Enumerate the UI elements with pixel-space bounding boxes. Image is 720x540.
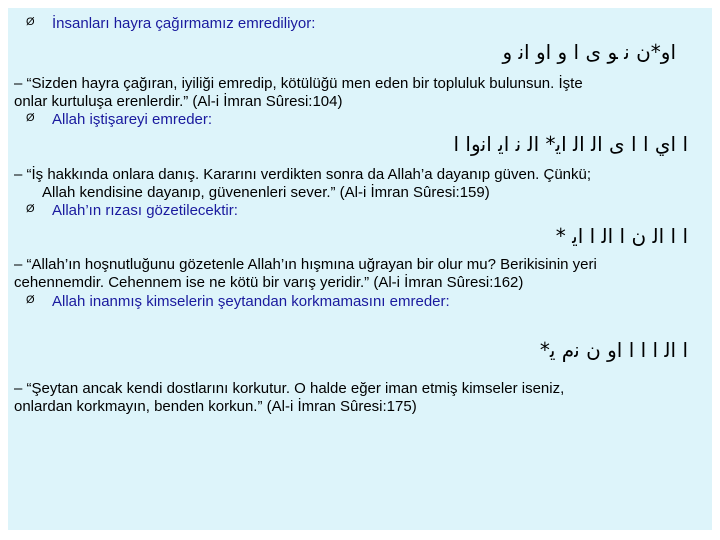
arabic-verse-4: ﺍ ﺍﻟ ﺍ ﺍ ﺍ او ﻥ ﻧﻡ ﻳ* xyxy=(539,338,688,362)
bullet-arrow-icon: Ø xyxy=(26,16,35,28)
quote-2-line-1: – “İş hakkında onlara danış. Kararını verdikten sonra da Allah’a dayanıp güven. Çünkü; xyxy=(14,166,592,183)
quote-3-line-2: cehennemdir. Cehennem ise ne kötü bir varış yeridir.” (Al-i İmran Sûresi:162) xyxy=(14,274,524,291)
bullet-text: Allah’ın rızası gözetilecektir: xyxy=(52,202,238,219)
quote-1-line-2: onlar kurtuluşa erenlerdir.” (Al-i İmran Sûresi:104) xyxy=(14,93,343,110)
bullet-text: İnsanları hayra çağırmamız emrediliyor: xyxy=(52,15,316,32)
quote-1-line-1: – “Sizden hayra çağıran, iyiliği emredip, kötülüğü men eden bir topluluk bulunsun. İşte xyxy=(14,75,583,92)
bullet-arrow-icon: Ø xyxy=(26,203,35,215)
quote-4-line-1: – “Şeytan ancak kendi dostlarını korkutur. O halde eğer iman etmiş kimseler iseniz, xyxy=(14,380,565,397)
arabic-verse-1: او*ن ﻧ ﻮ ى ا ﻭ او ﺍﻧ ﻭ xyxy=(502,40,676,64)
quote-2-line-2: Allah kendisine dayanıp, güvenenleri sever.” (Al-i İmran Sûresi:159) xyxy=(42,184,490,201)
bullet-arrow-icon: Ø xyxy=(26,294,35,306)
slide xyxy=(8,8,712,530)
bullet-arrow-icon: Ø xyxy=(26,112,35,124)
quote-4-line-2: onlardan korkmayın, benden korkun.” (Al-i İmran Sûresi:175) xyxy=(14,398,417,415)
bullet-text: Allah iştişareyi emreder: xyxy=(52,111,213,128)
quote-3-line-1: – “Allah’ın hoşnutluğunu gözetenle Allah’ın hışmına uğrayan bir olur mu? Berikisinin yeri xyxy=(14,256,597,273)
bullet-text: Allah inanmış kimselerin şeytandan korkmamasını emreder: xyxy=(52,293,450,310)
arabic-verse-3: ﺍ ﺍ ﺍﻟ ﻥ ﺍ ﺍﻟ ﺍ ﺍﻳ * xyxy=(555,224,688,248)
arabic-verse-2: ﺍ ﺍﻱ ﺍ ﺍ ﻯ ﺍﻟ ﺍﻟ ﺍﻳ* ﺍﻟ ﻧ ﺍﻳ ﺍﻧﻭﺍ ﺍ xyxy=(453,132,688,156)
